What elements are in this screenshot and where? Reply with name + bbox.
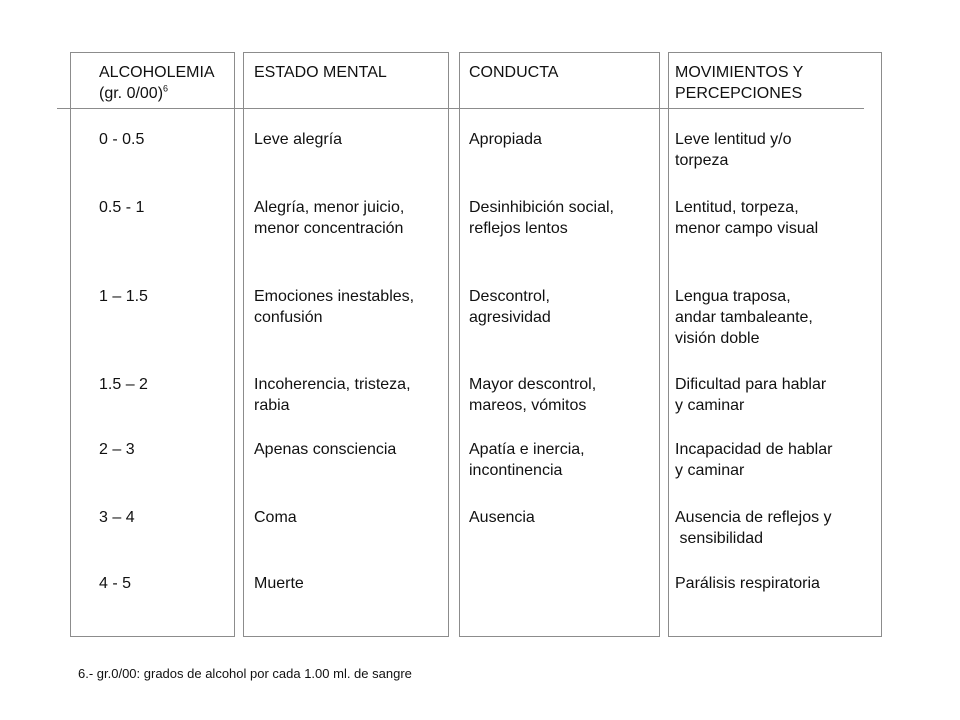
header-alcoholemia [99,62,215,104]
cell-line: agresividad [469,309,551,326]
header-alcoholemia-line-1: ALCOHOLEMIA [99,64,215,81]
column-frame-alcoholemia [70,52,235,637]
cell-line: reflejos lentos [469,220,568,237]
cell-movimientos [675,374,826,416]
cell-estado-mental [254,197,404,239]
cell-line: menor concentración [254,220,404,237]
header-movimientos [675,62,803,104]
cell-estado-mental [254,507,297,528]
cell-line: Apenas consciencia [254,441,397,458]
cell-line: torpeza [675,152,729,169]
header-alcoholemia-unit: (gr. 0/00) [99,85,164,102]
cell-line: Lengua traposa, [675,288,791,305]
cell-estado-mental [254,374,411,416]
cell-conducta [469,286,551,328]
cell-line: Leve alegría [254,131,343,148]
cell-conducta [469,439,585,481]
cell-estado-mental [254,439,396,460]
cell-line: Lentitud, torpeza, [675,199,799,216]
cell-line: Parálisis respiratoria [675,575,820,592]
cell-conducta [469,507,535,528]
cell-line: Desinhibición social, [469,199,614,216]
cell-estado-mental [254,129,342,150]
header-conducta [469,62,558,83]
cell-alcoholemia: 1 – 1.5 [99,288,148,305]
cell-alcoholemia: 0 - 0.5 [99,131,145,148]
cell-conducta [469,129,542,150]
cell-movimientos [675,573,820,594]
cell-alcoholemia: 2 – 3 [99,441,135,458]
cell-alcoholemia: 1.5 – 2 [99,376,148,393]
cell-line: sensibilidad [675,530,764,547]
cell-line: rabia [254,397,290,414]
header-estado-mental [254,62,387,83]
cell-line: menor campo visual [675,220,819,237]
cell-movimientos [675,439,832,481]
cell-line: Incapacidad de hablar [675,441,833,458]
cell-line: mareos, vómitos [469,397,587,414]
cell-line: Incoherencia, tristeza, [254,376,411,393]
cell-line: andar tambaleante, [675,309,813,326]
header-divider [57,108,864,109]
cell-line: visión doble [675,330,760,347]
cell-line: Muerte [254,575,304,592]
cell-alcoholemia: 3 – 4 [99,509,135,526]
header-movimientos-line-2: PERCEPCIONES [675,85,803,102]
header-conducta-line-1: CONDUCTA [469,64,559,81]
cell-line: Coma [254,509,297,526]
cell-estado-mental [254,286,414,328]
cell-line: Apropiada [469,131,542,148]
cell-line: Ausencia [469,509,535,526]
cell-line: Leve lentitud y/o [675,131,792,148]
cell-conducta [469,197,614,239]
cell-movimientos [675,129,792,171]
cell-line: incontinencia [469,462,563,479]
cell-line: Mayor descontrol, [469,376,597,393]
cell-alcoholemia: 0.5 - 1 [99,199,145,216]
cell-line: confusión [254,309,323,326]
cell-line: y caminar [675,462,745,479]
cell-line: y caminar [675,397,745,414]
header-alcoholemia-line-2 [99,83,215,104]
cell-line: Ausencia de reflejos y [675,509,832,526]
cell-conducta [469,374,596,416]
cell-movimientos [675,197,818,239]
cell-line: Dificultad para hablar [675,376,827,393]
cell-line: Emociones inestables, [254,288,415,305]
footnote: 6.- gr.0/00: grados de alcohol por cada 1.00 ml. de sangre [78,666,412,681]
cell-line: Apatía e inercia, [469,441,585,458]
cell-line: Alegría, menor juicio, [254,199,405,216]
cell-estado-mental [254,573,304,594]
cell-line: Descontrol, [469,288,550,305]
header-estado-mental-line-1: ESTADO MENTAL [254,64,387,81]
footnote-marker: 6 [163,83,169,94]
cell-movimientos [675,286,813,349]
cell-movimientos [675,507,832,549]
cell-alcoholemia: 4 - 5 [99,575,132,592]
header-movimientos-line-1: MOVIMIENTOS Y [675,64,804,81]
